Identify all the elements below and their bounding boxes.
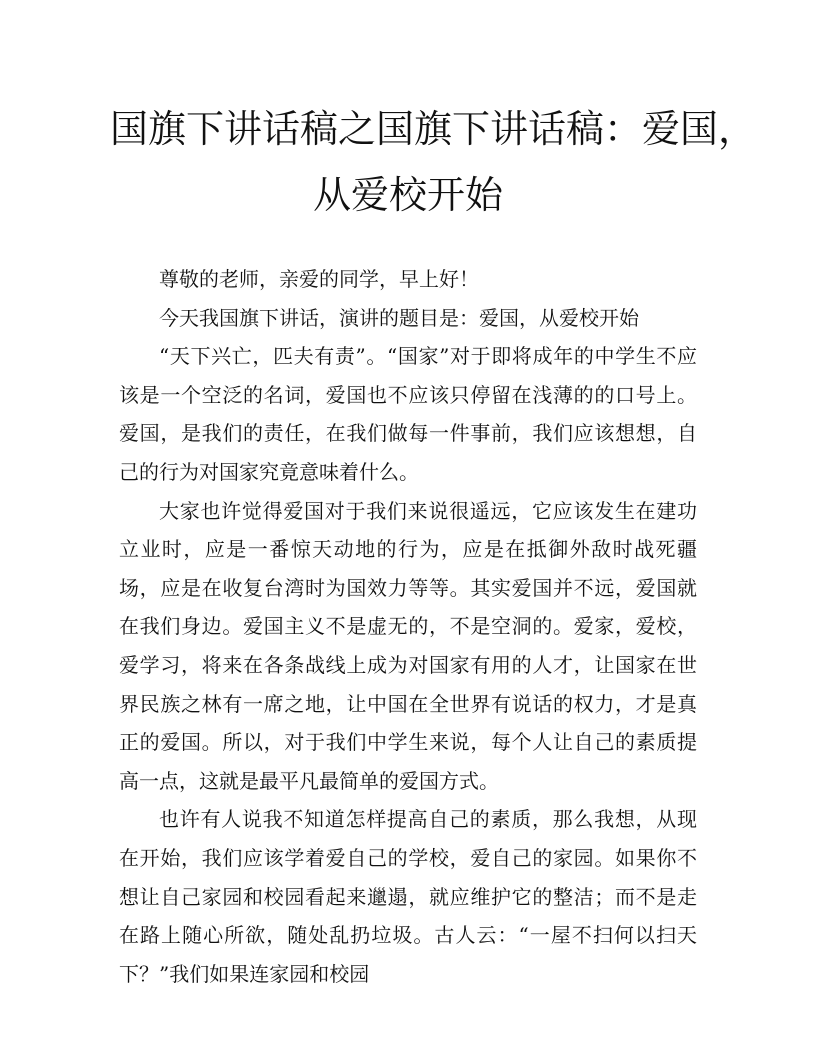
paragraph-greeting: 尊敬的老师，亲爱的同学，早上好！ <box>159 267 479 291</box>
paragraph-1: “天下兴亡，匹夫有责”。“国家”对于即将成年的中学生不应该是一个空泛的名词，爱国也不应该只停留在浅薄的的口号上。爱国，是我们的责任，在我们做每一件事前，我们应该想想，自己的行为对国家究竟意味着什么。 <box>119 344 697 484</box>
paragraph-3: 也许有人说我不知道怎样提高自己的素质，那么我想，从现在开始，我们应该学着爱自己的学校，爱自己的家园。如果你不想让自己家园和校园看起来邋遢，就应维护它的整洁；而不是走在路上随心所欲，随处乱扔垃圾。古人云：“一屋不扫何以扫天下？”我们如果连家园和校园 <box>119 807 697 986</box>
paragraph-2: 大家也许觉得爱国对于我们来说很遥远，它应该发生在建功立业时，应是一番惊天动地的行为，应是在抵御外敌时战死疆场，应是在收复台湾时为国效力等等。其实爱国并不远，爱国就在我们身边。爱国主义不是虚无的，不是空洞的。爱家，爱校，爱学习，将来在各条战线上成为对国家有用的人才，让国家在世界民族之林有一席之地，让中国在全世界有说话的权力，才是真正的爱国。所以，对于我们中学生来说，每个人让自己的素质提高一点，这就是最平凡最简单的爱国方式。 <box>119 498 697 793</box>
document-title-line-2: 从爱校开始 <box>312 173 503 217</box>
document-body <box>119 260 697 993</box>
paragraph-topic: 今天我国旗下讲话，演讲的题目是：爱国，从爱校开始 <box>159 305 639 330</box>
document-title-line-1: 国旗下讲话稿之国旗下讲话稿：爱国， <box>110 107 757 151</box>
